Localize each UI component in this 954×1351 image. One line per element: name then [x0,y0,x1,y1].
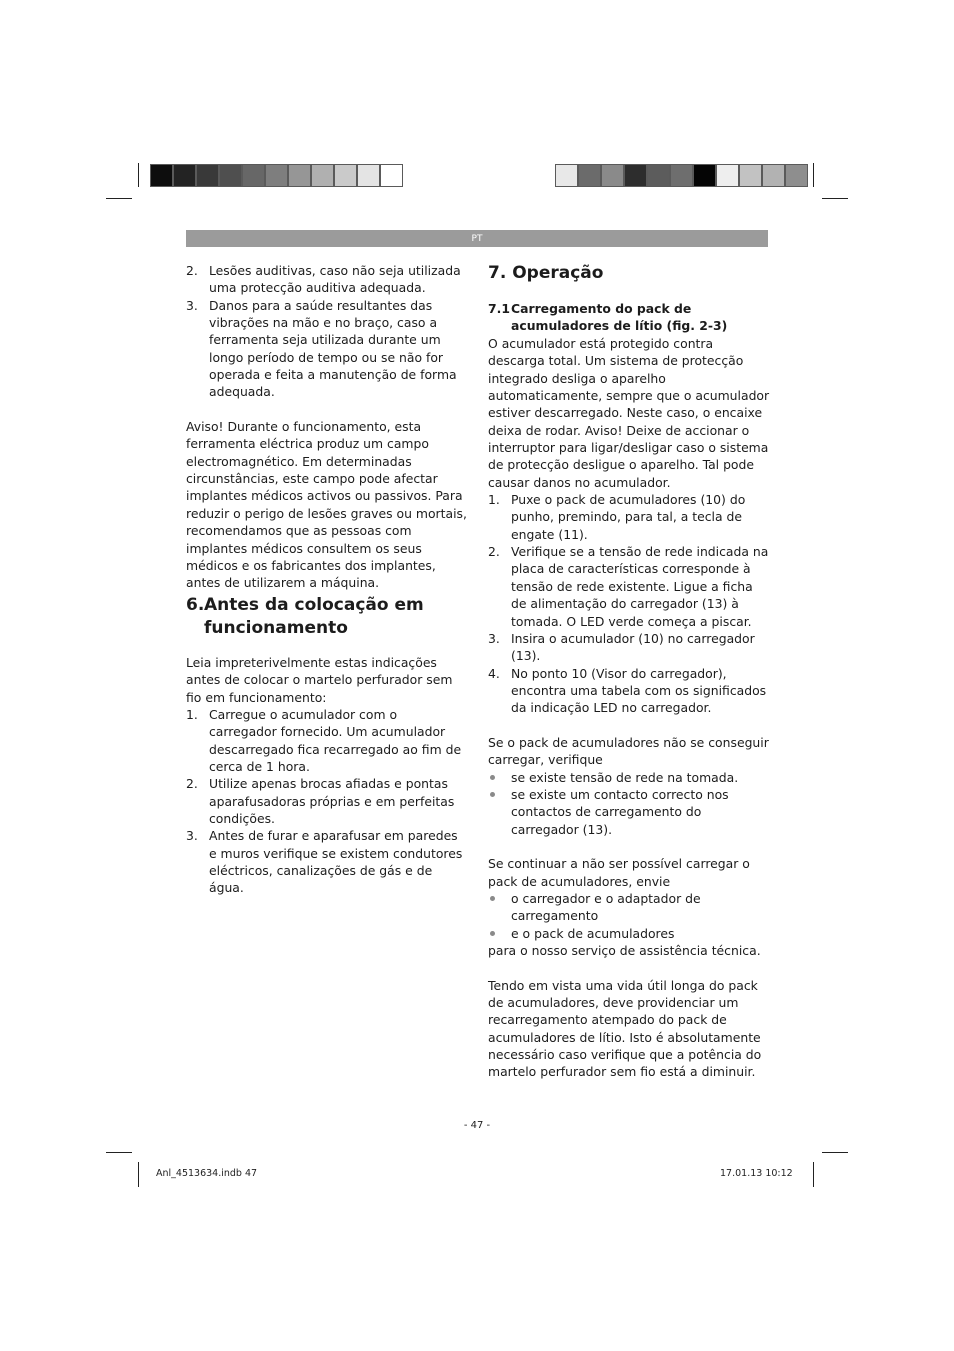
list-number: 3. [488,630,500,646]
bullet-icon [490,792,495,797]
list-text: Antes de furar e aparafusar em paredes e muros verifique se existem condutores eléctricos, canalizações de gás e de água. [209,828,463,896]
bullet-icon [490,775,495,780]
section-6-body [186,654,468,897]
subsection-number: 7.1 [488,301,510,316]
list-number: 3. [186,828,198,844]
left-column [186,262,468,592]
send-intro: Se continuar a não ser possível carregar o pack de acumuladores, envie [488,856,750,889]
bullet-text: o carregador e o adaptador de carregamento [511,891,701,924]
crop-mark [138,163,139,187]
color-swatch [150,164,173,187]
list-text: Lesões auditivas, caso não seja utilizada uma protecção auditiva adequada. [209,263,461,296]
list-item [488,543,770,630]
bullet-item [488,769,770,786]
bullet-item [488,890,770,925]
crop-mark [813,163,814,187]
color-strip-right [555,164,808,187]
list-item [488,491,770,543]
color-swatch [173,164,196,187]
right-column [488,335,770,1081]
list-item [186,262,468,297]
section-7-heading [488,262,768,285]
list-text: Carregue o acumulador com o carregador fornecido. Um acumulador descarregado fica recarregado ao fim de cerca de 1 hora. [209,707,462,775]
list-number: 2. [186,263,198,278]
closing-paragraph: Tendo em vista uma vida útil longa do pack de acumuladores, deve providenciar um recarregamento atempado do pack de acumuladores de lítio. Isto é absolutamente necessário caso verifique que a potência do martelo perfurador sem fio está a diminuir. [488,977,762,1080]
bullet-text: se existe tensão de rede na tomada. [511,769,739,785]
crop-mark [822,1152,848,1153]
color-swatch [785,164,808,187]
list-number: 2. [186,776,198,792]
list-item [186,775,468,827]
crop-mark [813,1162,814,1187]
color-swatch [693,164,716,187]
section-6-heading [186,594,476,640]
color-swatch [762,164,785,187]
list-number: 1. [488,492,500,508]
language-label: PT [471,233,483,244]
color-swatch [716,164,739,187]
color-swatch [265,164,288,187]
color-swatch [647,164,670,187]
section-title: Operação [512,263,604,283]
bullet-text: e o pack de acumuladores [511,925,675,941]
list-item [186,297,468,401]
color-swatch [334,164,357,187]
list-text: Utilize apenas brocas afiadas e pontas aparafusadoras próprias e em perfeitas condições. [209,776,455,827]
bullet-icon [490,896,495,901]
crop-mark [138,1162,139,1187]
section-number: 7. [488,263,507,283]
list-number: 4. [488,665,500,681]
list-number: 3. [186,297,198,313]
list-item [186,706,468,775]
list-item [186,827,468,896]
color-swatch [380,164,403,187]
list-number: 2. [488,544,500,560]
list-text: Verifique se a tensão de rede indicada na placa de características corresponde à tensão de rede existente. Ligue a ficha de alimentação do carregador (13) à tomada. O LED verde começa a piscar. [511,544,769,629]
list-item [488,630,770,665]
footer-datetime: 17.01.13 10:12 [720,1168,793,1179]
intro-paragraph: O acumulador está protegido contra descarga total. Um sistema de protecção integrado desliga o aparelho automaticamente, sempre que o acumulador estiver descarregado. Neste caso, o encaixe deixa de rodar. Aviso! Deixe de accionar o interruptor para ligar/desligar caso o sistema de protecção desligue o aparelho. Tal pode causar danos no acumulador. [488,336,770,490]
bullet-icon [490,931,495,936]
color-swatch [578,164,601,187]
list-text: No ponto 10 (Visor do carregador), encontra uma tabela com os significados da indicação LED no carregador. [511,665,767,716]
bullet-text: se existe um contacto correcto nos contactos de carregamento do carregador (13). [511,786,729,837]
list-text: Puxe o pack de acumuladores (10) do punho, premindo, para tal, a tecla de engate (11). [511,492,746,542]
color-swatch [601,164,624,187]
color-swatch [739,164,762,187]
list-item [488,665,770,717]
section-6-intro: Leia impreterivelmente estas indicações antes de colocar o martelo perfurador sem fio em funcionamento: [186,655,453,705]
section-title: Antes da colocação em funcionamento [204,595,424,638]
list-text: Insira o acumulador (10) no carregador (13). [511,630,755,664]
send-outro: para o nosso serviço de assistência técnica. [488,943,761,959]
warning-paragraph: Aviso! Durante o funcionamento, esta ferramenta eléctrica produz um campo electromagnético. Em determinadas circunstâncias, este campo pode afectar implantes médicos activos ou passivos. Para reduzir o perigo de lesões graves ou mortais, recomendamos que as pessoas com implantes médicos consultem os seus médicos e os fabricantes dos implantes, antes de utilizarem a máquina. [186,419,467,591]
color-swatch [288,164,311,187]
color-swatch [357,164,380,187]
color-strip-left [150,164,403,187]
list-text: Danos para a saúde resultantes das vibrações na mão e no braço, caso a ferramenta seja utilizada durante um longo período de tempo ou se não for operada e feita a manutenção de forma adequada. [209,297,457,400]
section-number: 6. [186,595,205,615]
color-swatch [624,164,647,187]
bullet-item [488,925,770,942]
color-swatch [670,164,693,187]
color-swatch [311,164,334,187]
footer-file: Anl_4513634.indb 47 [156,1168,258,1179]
check-intro: Se o pack de acumuladores não se conseguir carregar, verifique [488,734,769,768]
list-number: 1. [186,707,198,723]
color-swatch [196,164,219,187]
color-swatch [219,164,242,187]
color-swatch [242,164,265,187]
subsection-7-1-heading [488,300,763,334]
crop-mark [822,198,848,199]
bullet-item [488,786,770,838]
subsection-title: Carregamento do pack de acumuladores de lítio (fig. 2-3) [511,301,728,333]
crop-mark [106,1152,132,1153]
page-number: - 47 - [463,1120,491,1131]
crop-mark [106,198,132,199]
color-swatch [555,164,578,187]
language-bar [186,230,768,247]
